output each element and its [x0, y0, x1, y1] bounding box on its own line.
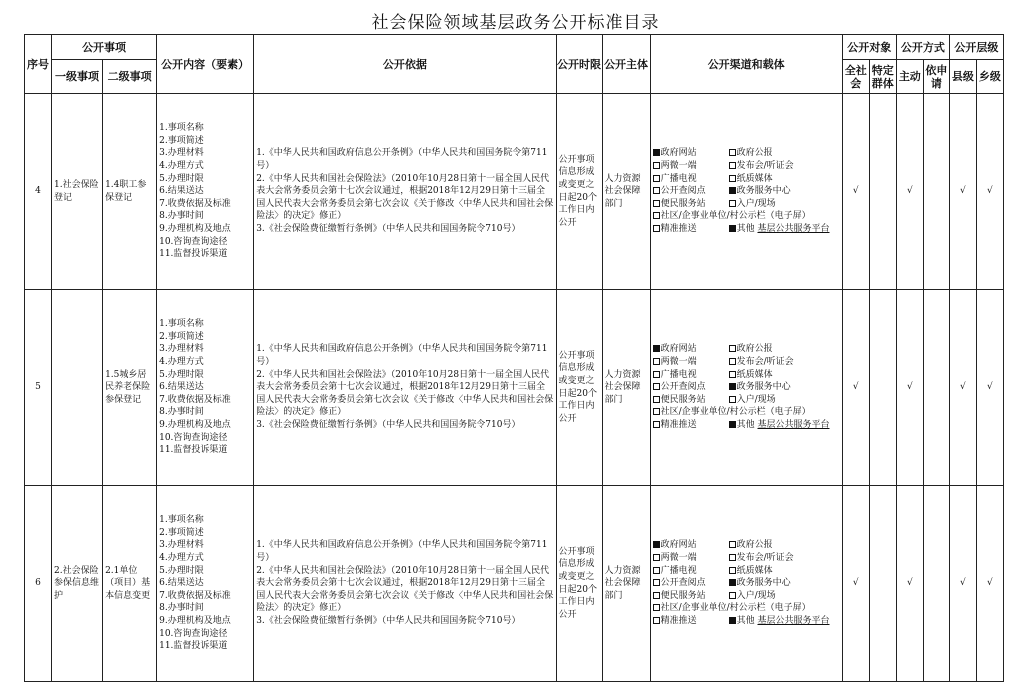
channel-two-wei: [653, 356, 729, 369]
channel-gazette: [729, 539, 839, 552]
channel-label: 政府网站: [660, 540, 697, 551]
row-subject: 人力资源社会保障部门: [602, 486, 650, 682]
channel-household: [729, 198, 839, 211]
channel-tv: [653, 369, 729, 382]
content-item: 4.办理方式: [159, 161, 204, 172]
checkbox-icon: [653, 617, 660, 624]
row-level1: 1.社会保险登记: [52, 94, 103, 290]
channel-label: 其他: [736, 223, 755, 234]
header-target-specific: 特定群体: [869, 60, 896, 94]
checkbox-icon: [653, 383, 660, 390]
row-level1: [52, 290, 103, 486]
row-method-request: [923, 290, 949, 486]
basis-item: 3.《社会保险费征缴暂行条例》（中华人民共和国国务院令710号）: [256, 419, 521, 430]
channel-label: 政务服务中心: [736, 382, 791, 393]
header-level2: 二级事项: [103, 60, 157, 94]
channel-label: 入户/现场: [736, 590, 776, 601]
row-subject: 人力资源社会保障部门: [602, 94, 650, 290]
content-item: 6.结果送达: [159, 186, 204, 197]
channel-label: 精准推送: [660, 223, 697, 234]
header-subject: 公开主体: [602, 35, 650, 94]
checkbox-icon: [653, 567, 660, 574]
channel-two-wei: [653, 552, 729, 565]
channel-label: 政府公报: [736, 148, 773, 159]
checkbox-icon: [729, 396, 736, 403]
channel-label: 精准推送: [660, 419, 697, 430]
content-item: 7.收费依据及标准: [159, 394, 231, 405]
content-item: 10.咨询查询途径: [159, 628, 228, 639]
checkbox-icon: [653, 554, 660, 561]
page-title: 社会保险领域基层政务公开标准目录: [371, 13, 660, 33]
row-seq: 6: [25, 486, 52, 682]
channel-label: 政务服务中心: [736, 186, 791, 197]
row-content: [157, 486, 254, 682]
header-method: 公开方式: [896, 35, 949, 60]
channel-label: 发布会/听证会: [736, 161, 794, 172]
checkbox-icon: [729, 175, 736, 182]
row-level2: 1.5城乡居民养老保险参保登记: [103, 290, 157, 486]
content-item: 5.办理时限: [159, 369, 204, 380]
row-basis: [254, 94, 556, 290]
row-level-county: √: [949, 290, 976, 486]
row-seq: 4: [25, 94, 52, 290]
channel-service-center: [729, 381, 839, 394]
checkbox-icon: [653, 604, 660, 611]
table-row: [25, 290, 1004, 486]
channel-label: 入户/现场: [736, 394, 776, 405]
basis-item: 3.《社会保险费征缴暂行条例》（中华人民共和国国务院令710号）: [256, 223, 521, 234]
channel-label: 政府公报: [736, 540, 773, 551]
content-item: 9.办理机构及地点: [159, 615, 231, 626]
row-method-active: √: [896, 94, 923, 290]
checkbox-icon: [653, 162, 660, 169]
content-list: [157, 122, 253, 261]
channel-label: 纸质媒体: [736, 565, 773, 576]
row-method-request: [923, 94, 949, 290]
header-level-county: 县级: [949, 60, 976, 94]
basis-item: 1.《中华人民共和国政府信息公开条例》（中华人民共和国国务院令第711号）: [256, 344, 548, 368]
row-level2: 2.1单位（项目）基本信息变更: [103, 486, 157, 682]
row-level-township: √: [976, 290, 1003, 486]
content-item: 8.办事时间: [159, 407, 204, 418]
channel-other: [729, 223, 839, 236]
content-item: 3.办理材料: [159, 344, 204, 355]
checkbox-icon: [653, 396, 660, 403]
channel-push: [653, 223, 729, 236]
row-level1: 2.社会保险参保信息维护: [52, 486, 103, 682]
channel-convenience: [653, 394, 729, 407]
channel-service-center: [729, 185, 839, 198]
row-subject: 人力资源社会保障部门: [602, 290, 650, 486]
content-item: 9.办理机构及地点: [159, 223, 231, 234]
row-target-all: √: [842, 290, 869, 486]
checkbox-icon: [653, 592, 660, 599]
checkbox-icon: [653, 408, 660, 415]
header-content: 公开内容（要素）: [157, 35, 254, 94]
channel-query: [653, 577, 729, 590]
row-time-limit: 公开事项信息形成或变更之日起20个工作日内公开: [556, 486, 602, 682]
channel-label: 其他: [736, 615, 755, 626]
channel-tv: [653, 173, 729, 186]
checkbox-icon: [729, 358, 736, 365]
content-item: 11.监督投诉渠道: [159, 641, 228, 652]
row-content: [157, 94, 254, 290]
channel-household: [729, 590, 839, 603]
row-time-limit: 公开事项信息形成或变更之日起20个工作日内公开: [556, 290, 602, 486]
checkbox-icon: [729, 554, 736, 561]
content-item: 11.监督投诉渠道: [159, 445, 228, 456]
channel-other: [729, 615, 839, 628]
basis-item: 2.《中华人民共和国社会保险法》（2010年10月28日第十一届全国人民代表大会常务委员会第十七次会议通过，根据2018年12月29日第十三届全国人民代表大会常务委员会第七次会议《关于修改〈中华人民共和国社会保险法〉的决定》修正）: [256, 173, 554, 222]
checkbox-checked-icon: [653, 345, 660, 352]
checkbox-checked-icon: [729, 617, 736, 624]
checkbox-icon: [729, 592, 736, 599]
channel-convenience: [653, 590, 729, 603]
channel-convenience: [653, 198, 729, 211]
channel-label: 政务服务中心: [736, 578, 791, 589]
channel-gazette: [729, 147, 839, 160]
basis-item: 2.《中华人民共和国社会保险法》（2010年10月28日第十一届全国人民代表大会常务委员会第十七次会议通过，根据2018年12月29日第十三届全国人民代表大会常务委员会第七次会议《关于修改〈中华人民共和国社会保险法〉的决定》修正）: [256, 369, 554, 418]
table-row: [25, 94, 1004, 290]
row-level2: 1.4职工参保登记: [103, 94, 157, 290]
checkbox-icon: [729, 541, 736, 548]
content-item: 1.事项名称: [159, 123, 204, 134]
header-method-active: 主动: [896, 60, 923, 94]
row-method-request: [923, 486, 949, 682]
row-level-township: √: [976, 486, 1003, 682]
content-list: [157, 318, 253, 457]
header-target: 公开对象: [842, 35, 896, 60]
content-item: 2.事项简述: [159, 527, 204, 538]
channel-label: 广播电视: [660, 173, 697, 184]
channel-label: 公开查阅点: [660, 578, 706, 589]
header-level: 公开层级: [949, 35, 1003, 60]
header-time-limit: 公开时限: [556, 35, 602, 94]
checkbox-icon: [653, 371, 660, 378]
channel-press: [729, 160, 839, 173]
channel-list: [651, 343, 842, 431]
row-target-all: √: [842, 486, 869, 682]
channel-label: 两微一端: [660, 553, 697, 564]
channel-query: [653, 381, 729, 394]
channel-label: 社区/企事业单位/村公示栏（电子屏）: [660, 603, 811, 614]
checkbox-icon: [729, 149, 736, 156]
channel-label: 广播电视: [660, 369, 697, 380]
channel-paper: [729, 369, 839, 382]
row-time-limit: 公开事项信息形成或变更之日起20个工作日内公开: [556, 94, 602, 290]
channel-label: 社区/企事业单位/村公示栏（电子屏）: [660, 211, 811, 222]
checkbox-checked-icon: [729, 421, 736, 428]
channel-label: 发布会/听证会: [736, 357, 794, 368]
content-item: 9.办理机构及地点: [159, 419, 231, 430]
checkbox-icon: [653, 421, 660, 428]
checkbox-icon: [729, 567, 736, 574]
channel-label: 基层公共服务平台: [757, 419, 830, 430]
channel-label: 政府公报: [736, 344, 773, 355]
channel-community: [653, 210, 839, 223]
basis-item: 1.《中华人民共和国政府信息公开条例》（中华人民共和国国务院令第711号）: [256, 148, 548, 172]
row-target-all: √: [842, 94, 869, 290]
checkbox-icon: [653, 200, 660, 207]
channel-label: 基层公共服务平台: [757, 615, 830, 626]
header-level-township: 乡级: [976, 60, 1003, 94]
header-level1: 一级事项: [52, 60, 103, 94]
content-item: 7.收费依据及标准: [159, 590, 231, 601]
row-seq: 5: [25, 290, 52, 486]
row-content: [157, 290, 254, 486]
content-item: 10.咨询查询途径: [159, 432, 228, 443]
row-channels: [650, 486, 842, 682]
basis-item: 3.《社会保险费征缴暂行条例》（中华人民共和国国务院令710号）: [256, 615, 521, 626]
channel-label: 两微一端: [660, 357, 697, 368]
content-item: 5.办理时限: [159, 173, 204, 184]
channel-query: [653, 185, 729, 198]
channel-label: 公开查阅点: [660, 186, 706, 197]
channel-label: 发布会/听证会: [736, 553, 794, 564]
content-item: 10.咨询查询途径: [159, 236, 228, 247]
channel-label: 社区/企事业单位/村公示栏（电子屏）: [660, 407, 811, 418]
header-basis: 公开依据: [254, 35, 556, 94]
content-item: 1.事项名称: [159, 515, 204, 526]
row-method-active: √: [896, 486, 923, 682]
checkbox-icon: [653, 579, 660, 586]
channel-gov-site: [653, 539, 729, 552]
channel-label: 广播电视: [660, 565, 697, 576]
channel-push: [653, 419, 729, 432]
content-item: 2.事项简述: [159, 331, 204, 342]
checkbox-icon: [729, 345, 736, 352]
content-item: 3.办理材料: [159, 148, 204, 159]
channel-label: 便民服务站: [660, 590, 706, 601]
channel-household: [729, 394, 839, 407]
channel-gov-site: [653, 343, 729, 356]
row-basis: [254, 486, 556, 682]
checkbox-icon: [653, 358, 660, 365]
content-item: 6.结果送达: [159, 578, 204, 589]
channel-tv: [653, 565, 729, 578]
channel-label: 基层公共服务平台: [757, 223, 830, 234]
channel-community: [653, 406, 839, 419]
catalog-table: [24, 34, 1004, 682]
checkbox-icon: [729, 200, 736, 207]
content-item: 2.事项简述: [159, 135, 204, 146]
channel-list: [651, 539, 842, 627]
row-method-active: √: [896, 290, 923, 486]
row-channels: [650, 94, 842, 290]
row-target-specific: [869, 486, 896, 682]
channel-label: 便民服务站: [660, 394, 706, 405]
header-method-request: 依申请: [923, 60, 949, 94]
checkbox-icon: [653, 175, 660, 182]
channel-list: [651, 147, 842, 235]
channel-label: 政府网站: [660, 344, 697, 355]
channel-label: 纸质媒体: [736, 173, 773, 184]
table-row: [25, 486, 1004, 682]
row-basis: [254, 290, 556, 486]
content-item: 4.办理方式: [159, 553, 204, 564]
content-item: 7.收费依据及标准: [159, 198, 231, 209]
checkbox-icon: [653, 225, 660, 232]
checkbox-checked-icon: [653, 149, 660, 156]
content-item: 11.监督投诉渠道: [159, 249, 228, 260]
content-list: [157, 514, 253, 653]
channel-gov-site: [653, 147, 729, 160]
header-target-all: 全社会: [842, 60, 869, 94]
channel-service-center: [729, 577, 839, 590]
channel-two-wei: [653, 160, 729, 173]
checkbox-checked-icon: [729, 225, 736, 232]
channel-label: 两微一端: [660, 161, 697, 172]
row-target-specific: [869, 290, 896, 486]
row-level-county: √: [949, 94, 976, 290]
channel-label: 政府网站: [660, 148, 697, 159]
channel-label: 入户/现场: [736, 198, 776, 209]
checkbox-checked-icon: [729, 187, 736, 194]
checkbox-icon: [653, 212, 660, 219]
row-level-county: √: [949, 486, 976, 682]
checkbox-icon: [729, 162, 736, 169]
row-channels: [650, 290, 842, 486]
checkbox-checked-icon: [653, 541, 660, 548]
row-level-township: √: [976, 94, 1003, 290]
checkbox-icon: [653, 187, 660, 194]
content-item: 8.办事时间: [159, 211, 204, 222]
channel-press: [729, 552, 839, 565]
channel-gazette: [729, 343, 839, 356]
header-seq: 序号: [25, 35, 52, 94]
channel-paper: [729, 173, 839, 186]
checkbox-icon: [729, 371, 736, 378]
basis-item: 1.《中华人民共和国政府信息公开条例》（中华人民共和国国务院令第711号）: [256, 540, 548, 564]
header-channels: 公开渠道和载体: [650, 35, 842, 94]
content-item: 6.结果送达: [159, 382, 204, 393]
content-item: 4.办理方式: [159, 357, 204, 368]
channel-other: [729, 419, 839, 432]
content-item: 8.办事时间: [159, 603, 204, 614]
row-target-specific: [869, 94, 896, 290]
channel-paper: [729, 565, 839, 578]
channel-push: [653, 615, 729, 628]
content-item: 5.办理时限: [159, 565, 204, 576]
checkbox-checked-icon: [729, 579, 736, 586]
channel-label: 纸质媒体: [736, 369, 773, 380]
channel-press: [729, 356, 839, 369]
basis-item: 2.《中华人民共和国社会保险法》（2010年10月28日第十一届全国人民代表大会常务委员会第十七次会议通过，根据2018年12月29日第十三届全国人民代表大会常务委员会第七次会议《关于修改〈中华人民共和国社会保险法〉的决定》修正）: [256, 565, 554, 614]
channel-label: 便民服务站: [660, 198, 706, 209]
channel-label: 其他: [736, 419, 755, 430]
channel-community: [653, 602, 839, 615]
channel-label: 精准推送: [660, 615, 697, 626]
content-item: 1.事项名称: [159, 319, 204, 330]
checkbox-checked-icon: [729, 383, 736, 390]
channel-label: 公开查阅点: [660, 382, 706, 393]
content-item: 3.办理材料: [159, 540, 204, 551]
header-items: 公开事项: [52, 35, 157, 60]
